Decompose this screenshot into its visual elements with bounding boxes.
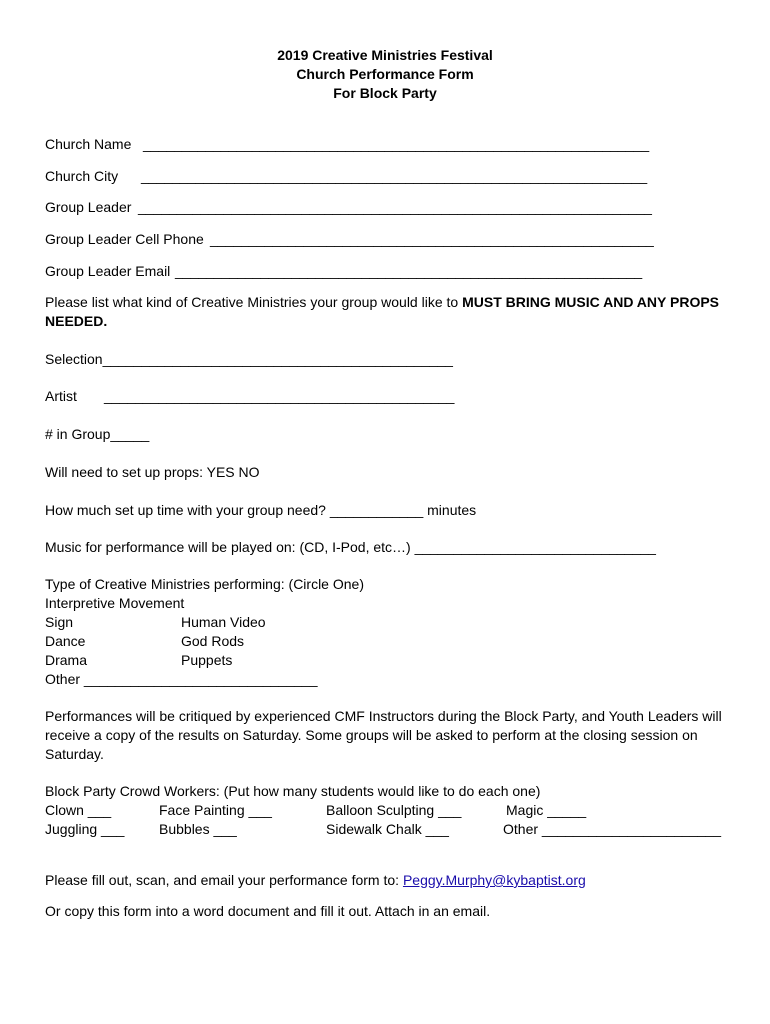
church-city-label: Church City [45,168,119,184]
artist-field[interactable]: _____________________________________________ [104,388,455,404]
selection-line [45,350,453,369]
instructions-line [45,293,719,312]
worker-face-painting[interactable]: Face Painting ___ [159,802,272,818]
type-human-video: Human Video [181,614,266,630]
selection-field[interactable]: _____________________________________________ [102,351,453,367]
critique-line-2: receive a copy of the results on Saturday. Some groups will be asked to perform at the closing session on [45,727,698,743]
instructions-bold-cont: NEEDED. [45,313,108,329]
type-puppets: Puppets [181,652,233,668]
leader-email-field[interactable]: ____________________________________________________________ [175,263,643,279]
instructions-text: Please list what kind of Creative Ministries your group would like to [45,294,463,310]
group-leader-label: Group Leader [45,199,132,215]
worker-juggling[interactable]: Juggling ___ [45,821,125,837]
type-sign: Sign [45,614,74,630]
in-group-line [45,425,149,444]
worker-bubbles[interactable]: Bubbles ___ [159,821,237,837]
type-interpretive: Interpretive Movement [45,595,185,611]
type-drama: Drama [45,652,88,668]
leader-email-label: Group Leader Email [45,263,171,279]
church-city-field[interactable]: _________________________________________________________________ [141,168,648,184]
worker-sidewalk[interactable]: Sidewalk Chalk ___ [326,821,449,837]
form-title: 2019 Creative Ministries Festival [277,47,493,63]
in-group-field[interactable]: _____ [110,426,150,442]
fill-out-line [45,871,586,890]
form-event: For Block Party [333,85,437,101]
selection-label: Selection [45,351,103,367]
type-other[interactable]: Other ______________________________ [45,671,318,687]
type-dance: Dance [45,633,86,649]
email-link[interactable]: Peggy.Murphy@kybaptist.org [402,872,586,888]
leader-phone-label: Group Leader Cell Phone [45,231,204,247]
artist-label: Artist [45,388,77,404]
types-heading: Type of Creative Ministries performing: (Circle One) [45,576,364,592]
type-god-rods: God Rods [181,633,245,649]
worker-balloon[interactable]: Balloon Sculpting ___ [326,802,462,818]
leader-phone-field[interactable]: _________________________________________________________ [210,231,654,247]
copy-instructions: Or copy this form into a word document and fill it out. Attach in an email. [45,903,491,919]
church-name-label: Church Name [45,136,132,152]
worker-clown[interactable]: Clown ___ [45,802,112,818]
critique-line-1: Performances will be critiqued by experienced CMF Instructors during the Block Party, and Youth Leaders will [45,708,722,724]
in-group-label: # in Group [45,426,111,442]
worker-other[interactable]: Other _______________________ [503,821,721,837]
worker-magic[interactable]: Magic _____ [506,802,587,818]
setup-time-question: How much set up time with your group need? ____________ minutes [45,502,477,518]
form-subtitle: Church Performance Form [296,66,474,82]
workers-heading: Block Party Crowd Workers: (Put how many students would like to do each one) [45,783,541,799]
music-question: Music for performance will be played on: (CD, I-Pod, etc…) _______________________________ [45,539,656,555]
fill-out-text: Please fill out, scan, and email your performance form to: [45,872,403,888]
props-question: Will need to set up props: YES NO [45,464,260,480]
church-name-field[interactable]: _________________________________________________________________ [143,136,650,152]
instructions-bold: MUST BRING MUSIC AND ANY PROPS [462,294,720,310]
group-leader-field[interactable]: __________________________________________________________________ [138,199,652,215]
critique-line-3: Saturday. [45,746,104,762]
